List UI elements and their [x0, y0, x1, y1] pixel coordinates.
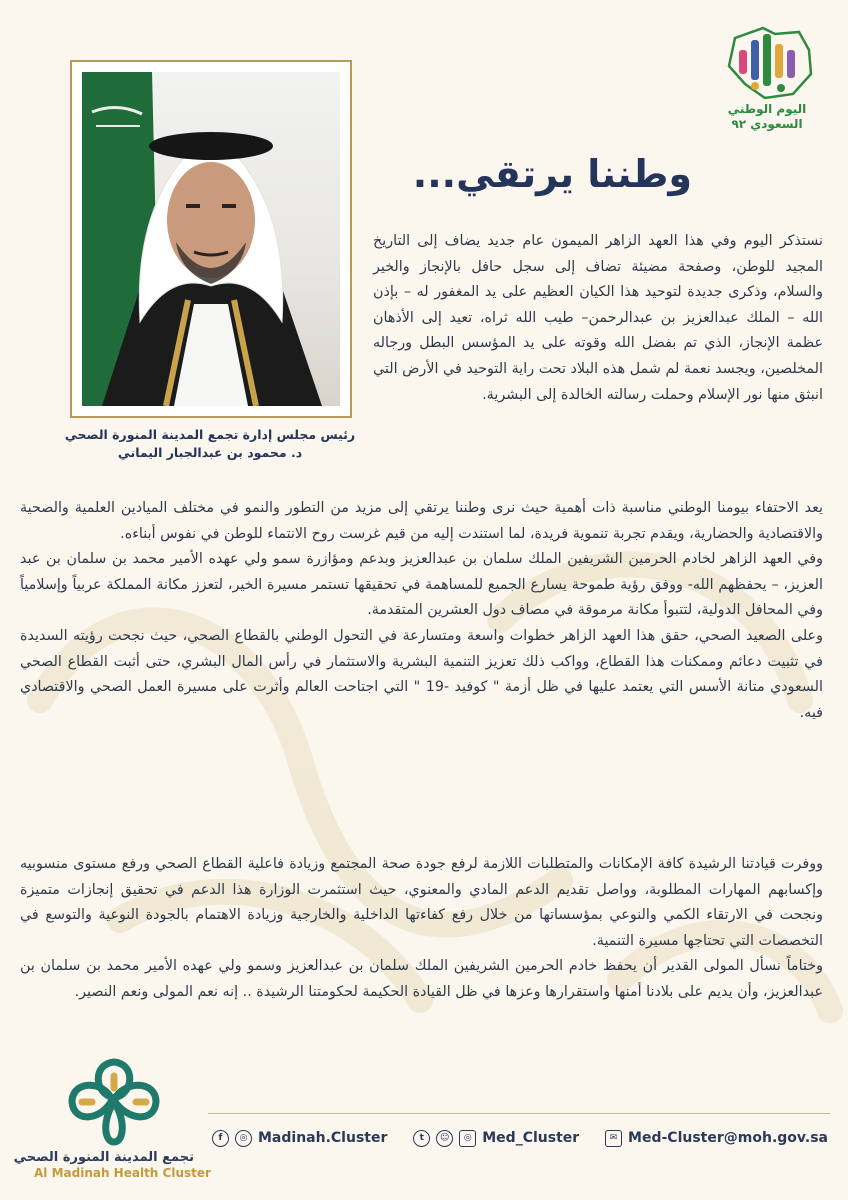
- contact-email[interactable]: [605, 1130, 828, 1147]
- portrait-caption: [60, 426, 360, 462]
- footer-contacts: [212, 1124, 828, 1152]
- body-paragraph: وفي العهد الزاهر لخادم الحرمين الشريفين الملك سلمان بن عبدالعزيز وبدعم ومؤازرة سمو ولي عهده الأمير محمد بن سلمان بن عبد العزيز، – يحفظهم الله- ووفق رؤية طموحة يسارع الجميع للمساهمة في تحقيقها تستمر مسيرة الخير، لتعزز مكانة المملكة عربياً وإسلامياً وفي المحافل الدولية، لتتبوأ مكانة مرموقة في مصاف دول العشرين المتقدمة.: [20, 551, 823, 619]
- body-section: [20, 852, 823, 1006]
- cluster-emblem-icon: [64, 1054, 164, 1146]
- snapchat-icon[interactable]: ☺: [436, 1130, 453, 1147]
- contact-label[interactable]: Med-Cluster@moh.gov.sa: [628, 1130, 828, 1146]
- contact-facebook-instagram[interactable]: [212, 1130, 387, 1147]
- body-paragraph: وعلى الصعيد الصحي، حقق هذا العهد الزاهر خطوات واسعة ومتسارعة في التحول الوطني بالقطاع الصحي، حيث نجحت رؤيته السديدة في تثبيت دعائم وممكنات هذا القطاع، وواكب ذلك تعزيز التنمية البشرية والاستثمار في رأس المال البشري، حتى أثبت القطاع الصحي السعودي متانة الأسس التي يعتمد عليها في ظل أزمة " كوفيد -19 " التي اجتاحت العالم وأثرت على مسيرة العمل الصحي والاقتصادي فيه.: [20, 627, 823, 721]
- national-day-caption: اليوم الوطني: [727, 102, 807, 116]
- instagram-icon[interactable]: ◎: [459, 1130, 476, 1147]
- national-day-logo: [702, 20, 832, 145]
- email-icon[interactable]: ✉: [605, 1130, 622, 1147]
- cluster-logo: [13, 1054, 211, 1190]
- footer-divider: [208, 1113, 830, 1114]
- page-title: وطننا يرتقي...: [412, 152, 692, 196]
- instagram-icon[interactable]: ◎: [235, 1130, 252, 1147]
- facebook-icon[interactable]: f: [212, 1130, 229, 1147]
- cluster-name-english: Al Madinah Health Cluster: [34, 1166, 211, 1180]
- cluster-name-arabic: تجمع المدينة المنورة الصحي: [13, 1150, 194, 1165]
- portrait-title: رئيس مجلس إدارة تجمع المدينة المنورة الصحي: [64, 427, 356, 442]
- contact-twitter-snapchat[interactable]: [413, 1130, 579, 1147]
- body-section: [20, 496, 823, 726]
- body-paragraph: نستذكر اليوم وفي هذا العهد الزاهر الميمون عام جديد يضاف إلى التاريخ المجيد للوطن، وصفحة مضيئة تضاف إلى سجل حافل بالإنجاز والخير والسلام، وذكرى جديدة لتوحيد هذا الكيان العظيم على يد المغفور له – بإذن الله – الملك عبدالعزيز بن عبدالرحمن– طيب الله ثراه، تعيد إلى الأذهان عظمة الإنجاز، الذي تم بفضل الله وقوته على يد المؤسس البطل ورجاله المخلصين، ويجسد نعمة لم شمل هذه البلاد تحت راية التوحيد في الأرض التي انبثق منها نور الإسلام وحملت رسالته الخالدة إلى البشرية.: [373, 233, 823, 403]
- portrait-name: د. محمود بن عبدالجبار اليماني: [117, 445, 303, 460]
- body-paragraph: وختاماً نسأل المولى القدير أن يحفظ خادم الحرمين الشريفين الملك سلمان بن عبدالعزيز وسمو ولي عهده الأمير محمد بن سلمان بن عبدالعزيز، وأن يديم على بلادنا أمنها واستقرارها وعزها في ظل القيادة الحكيمة لحكومتنا الرشيدة .. إنه نعم المولى ونعم النصير.: [20, 958, 823, 1000]
- portrait-frame: [70, 60, 352, 418]
- national-day-emblem-icon: [715, 20, 819, 102]
- body-paragraph: ووفرت قيادتنا الرشيدة كافة الإمكانات والمتطلبات اللازمة لرفع جودة صحة المجتمع وزيادة فاعلية القطاع الصحي ورفع مستوى منسوبيه وإكسابهم المهارات المطلوبة، وواصل تقديم الدعم المادي والمعنوي، حيث استثمرت الوزارة هذا الدعم في تحقيق إنجازات متميزة ونجحت في الارتقاء الكمي والنوعي بمؤسساتها من خلال رفع كفاءتها الداخلية والخارجية وزيادة الاهتمام بالجودة النوعية والتوسع في التخصصات التي تحتاجها مسيرة التنمية.: [20, 856, 823, 949]
- contact-label[interactable]: Med_Cluster: [482, 1130, 580, 1146]
- contact-label[interactable]: Madinah.Cluster: [258, 1130, 388, 1146]
- national-day-year: السعودي ٩٢: [731, 117, 803, 131]
- body-paragraph: يعد الاحتفاء بيومنا الوطني مناسبة ذات أهمية حيث نرى وطننا يرتقي إلى مزيد من التطور والنمو في مختلف الميادين العلمية والصحية والاقتصادية والحضارية، ويقدم تجربة تنموية فريدة، لما استندت إليه من قيم غرست روح الانتماء للوطن في نفوس أبناءه.: [20, 500, 823, 542]
- twitter-icon[interactable]: t: [413, 1130, 430, 1147]
- portrait-photo: [82, 72, 340, 406]
